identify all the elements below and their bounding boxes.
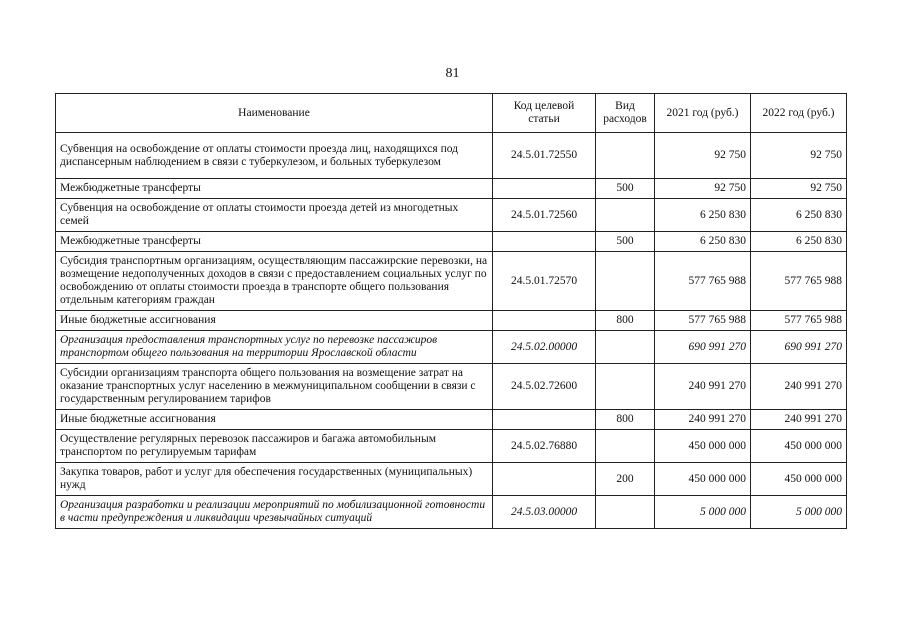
row-2022: 450 000 000	[751, 430, 847, 463]
row-kind	[596, 133, 655, 179]
header-name: Наименование	[56, 94, 493, 133]
row-2022: 577 765 988	[751, 252, 847, 311]
row-2021: 450 000 000	[655, 430, 751, 463]
row-code: 24.5.02.72600	[493, 364, 596, 410]
budget-table	[55, 93, 847, 529]
row-2022: 92 750	[751, 179, 847, 199]
row-2022: 5 000 000	[751, 496, 847, 529]
row-name: Организация предоставления транспортных услуг по перевозке пассажиров транспортом общего пользования на территории Ярославской области	[56, 331, 493, 364]
header-2021: 2021 год (руб.)	[655, 94, 751, 133]
row-code: 24.5.01.72570	[493, 252, 596, 311]
row-kind	[596, 331, 655, 364]
header-2022: 2022 год (руб.)	[751, 94, 847, 133]
row-name: Организация разработки и реализации мероприятий по мобилизационной готовности в части предупреждения и ликвидации чрезвычайных ситуаций	[56, 496, 493, 529]
row-name: Иные бюджетные ассигнования	[56, 311, 493, 331]
row-code: 24.5.01.72560	[493, 199, 596, 232]
row-code	[493, 311, 596, 331]
row-2021: 577 765 988	[655, 311, 751, 331]
row-2021: 6 250 830	[655, 232, 751, 252]
table-row	[56, 133, 847, 179]
row-name: Субвенция на освобождение от оплаты стоимости проезда детей из многодетных семей	[56, 199, 493, 232]
row-name: Закупка товаров, работ и услуг для обеспечения государственных (муниципальных) нужд	[56, 463, 493, 496]
row-2022: 92 750	[751, 133, 847, 179]
row-2021: 5 000 000	[655, 496, 751, 529]
row-kind: 800	[596, 311, 655, 331]
row-kind: 500	[596, 232, 655, 252]
row-2021: 577 765 988	[655, 252, 751, 311]
row-2022: 6 250 830	[751, 199, 847, 232]
row-kind	[596, 496, 655, 529]
row-2021: 240 991 270	[655, 410, 751, 430]
row-code: 24.5.03.00000	[493, 496, 596, 529]
table-row	[56, 199, 847, 232]
header-kind: Вид расходов	[596, 94, 655, 133]
row-2021: 450 000 000	[655, 463, 751, 496]
row-2021: 6 250 830	[655, 199, 751, 232]
row-kind: 500	[596, 179, 655, 199]
row-2021: 240 991 270	[655, 364, 751, 410]
table-row	[56, 311, 847, 331]
table-row	[56, 410, 847, 430]
row-kind	[596, 252, 655, 311]
row-kind	[596, 430, 655, 463]
page-number: 81	[445, 66, 460, 81]
row-2022: 690 991 270	[751, 331, 847, 364]
row-code: 24.5.01.72550	[493, 133, 596, 179]
table-row	[56, 252, 847, 311]
row-kind	[596, 199, 655, 232]
row-kind: 800	[596, 410, 655, 430]
row-2022: 240 991 270	[751, 410, 847, 430]
row-2022: 577 765 988	[751, 311, 847, 331]
row-name: Субсидия транспортным организациям, осуществляющим пассажирские перевозки, на возмещение недополученных доходов в связи с предоставлением социальных услуг по освобождению от оплаты стоимости проезда в транспорте общего пользования отдельным категориям граждан	[56, 252, 493, 311]
table-row	[56, 331, 847, 364]
row-kind: 200	[596, 463, 655, 496]
table-row	[56, 496, 847, 529]
row-name: Иные бюджетные ассигнования	[56, 410, 493, 430]
row-2021: 92 750	[655, 133, 751, 179]
table-row	[56, 364, 847, 410]
row-code: 24.5.02.00000	[493, 331, 596, 364]
row-code	[493, 179, 596, 199]
row-name: Субсидии организациям транспорта общего пользования на возмещение затрат на оказание транспортных услуг населению в межмуниципальном сообщении в связи с государственным регулированием тарифов	[56, 364, 493, 410]
row-2021: 92 750	[655, 179, 751, 199]
row-2021: 690 991 270	[655, 331, 751, 364]
table-row	[56, 463, 847, 496]
table-row	[56, 179, 847, 199]
row-2022: 6 250 830	[751, 232, 847, 252]
row-name: Осуществление регулярных перевозок пассажиров и багажа автомобильным транспортом по регулируемым тарифам	[56, 430, 493, 463]
header-code: Код целевой статьи	[493, 94, 596, 133]
row-name: Межбюджетные трансферты	[56, 179, 493, 199]
row-code: 24.5.02.76880	[493, 430, 596, 463]
row-name: Субвенция на освобождение от оплаты стоимости проезда лиц, находящихся под диспансерным наблюдением в связи с туберкулезом, и больных туберкулезом	[56, 133, 493, 179]
row-name: Межбюджетные трансферты	[56, 232, 493, 252]
row-kind	[596, 364, 655, 410]
table-header-row	[56, 94, 847, 133]
table-row	[56, 430, 847, 463]
row-code	[493, 232, 596, 252]
row-2022: 450 000 000	[751, 463, 847, 496]
row-2022: 240 991 270	[751, 364, 847, 410]
table-row	[56, 232, 847, 252]
row-code	[493, 463, 596, 496]
row-code	[493, 410, 596, 430]
